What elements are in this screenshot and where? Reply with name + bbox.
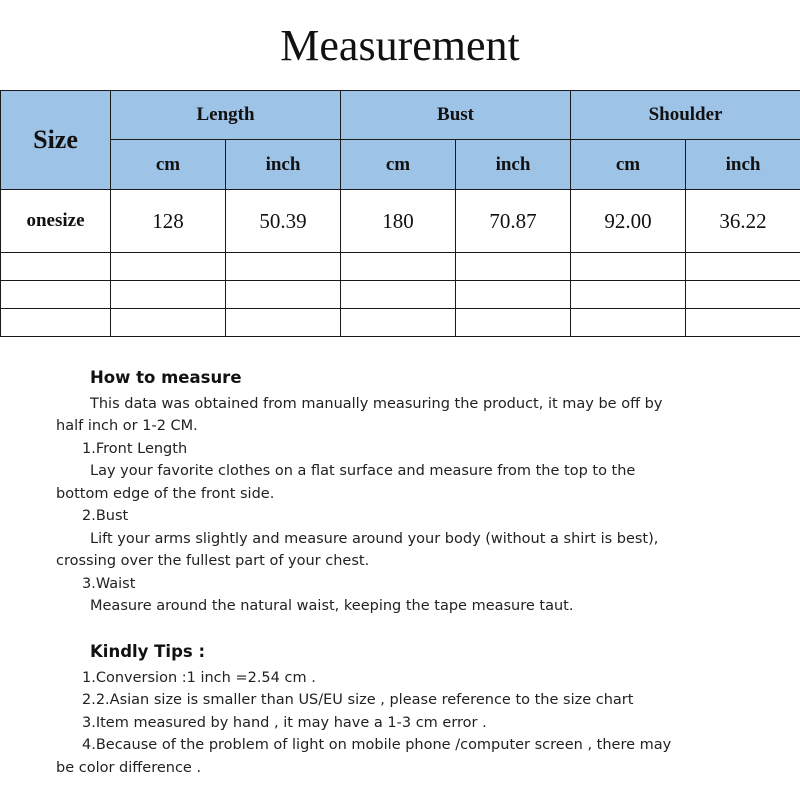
tip-item: be color difference .	[56, 760, 202, 776]
table-header-row	[1, 91, 800, 140]
bust-title: 2.Bust	[82, 508, 129, 524]
front-length-title: 1.Front Length	[82, 441, 188, 457]
waist-title: 3.Waist	[82, 576, 136, 592]
table-cell: 92.00	[571, 190, 686, 253]
front-length-text: bottom edge of the front side.	[56, 486, 275, 502]
unit-header: inch	[226, 140, 341, 190]
tip-item: 1.Conversion :1 inch =2.54 cm .	[82, 670, 316, 686]
bust-header: Bust	[341, 91, 571, 140]
size-header: Size	[1, 91, 111, 190]
kindly-tips-heading: Kindly Tips :	[90, 642, 206, 661]
intro-text: half inch or 1-2 CM.	[56, 418, 198, 434]
intro-text: This data was obtained from manually measuring the product, it may be off by	[90, 396, 663, 412]
size-label: onesize	[1, 190, 111, 253]
table-row	[1, 190, 800, 253]
unit-header: cm	[111, 140, 226, 190]
front-length-text: Lay your favorite clothes on a flat surface and measure from the top to the	[90, 463, 636, 479]
empty-table-row	[1, 281, 800, 309]
unit-header: inch	[686, 140, 800, 190]
length-header: Length	[111, 91, 341, 140]
size-chart-table	[0, 90, 800, 337]
unit-header: cm	[341, 140, 456, 190]
tip-item: 4.Because of the problem of light on mobile phone /computer screen , there may	[82, 737, 672, 753]
unit-header: inch	[456, 140, 571, 190]
tip-item: 3.Item measured by hand , it may have a 1-3 cm error .	[82, 715, 487, 731]
table-cell: 70.87	[456, 190, 571, 253]
table-cell: 50.39	[226, 190, 341, 253]
bust-text: Lift your arms slightly and measure around your body (without a shirt is best),	[90, 531, 659, 547]
empty-table-row	[1, 309, 800, 337]
waist-text: Measure around the natural waist, keeping the tape measure taut.	[90, 598, 574, 614]
page-title: Measurement	[280, 21, 520, 70]
table-cell: 128	[111, 190, 226, 253]
bust-text: crossing over the fullest part of your chest.	[56, 553, 370, 569]
tip-item: 2.2.Asian size is smaller than US/EU size , please reference to the size chart	[82, 692, 634, 708]
table-unit-row	[1, 140, 800, 190]
unit-header: cm	[571, 140, 686, 190]
how-to-measure-heading: How to measure	[90, 368, 242, 387]
shoulder-header: Shoulder	[571, 91, 800, 140]
table-cell: 36.22	[686, 190, 800, 253]
table-cell: 180	[341, 190, 456, 253]
empty-table-row	[1, 253, 800, 281]
